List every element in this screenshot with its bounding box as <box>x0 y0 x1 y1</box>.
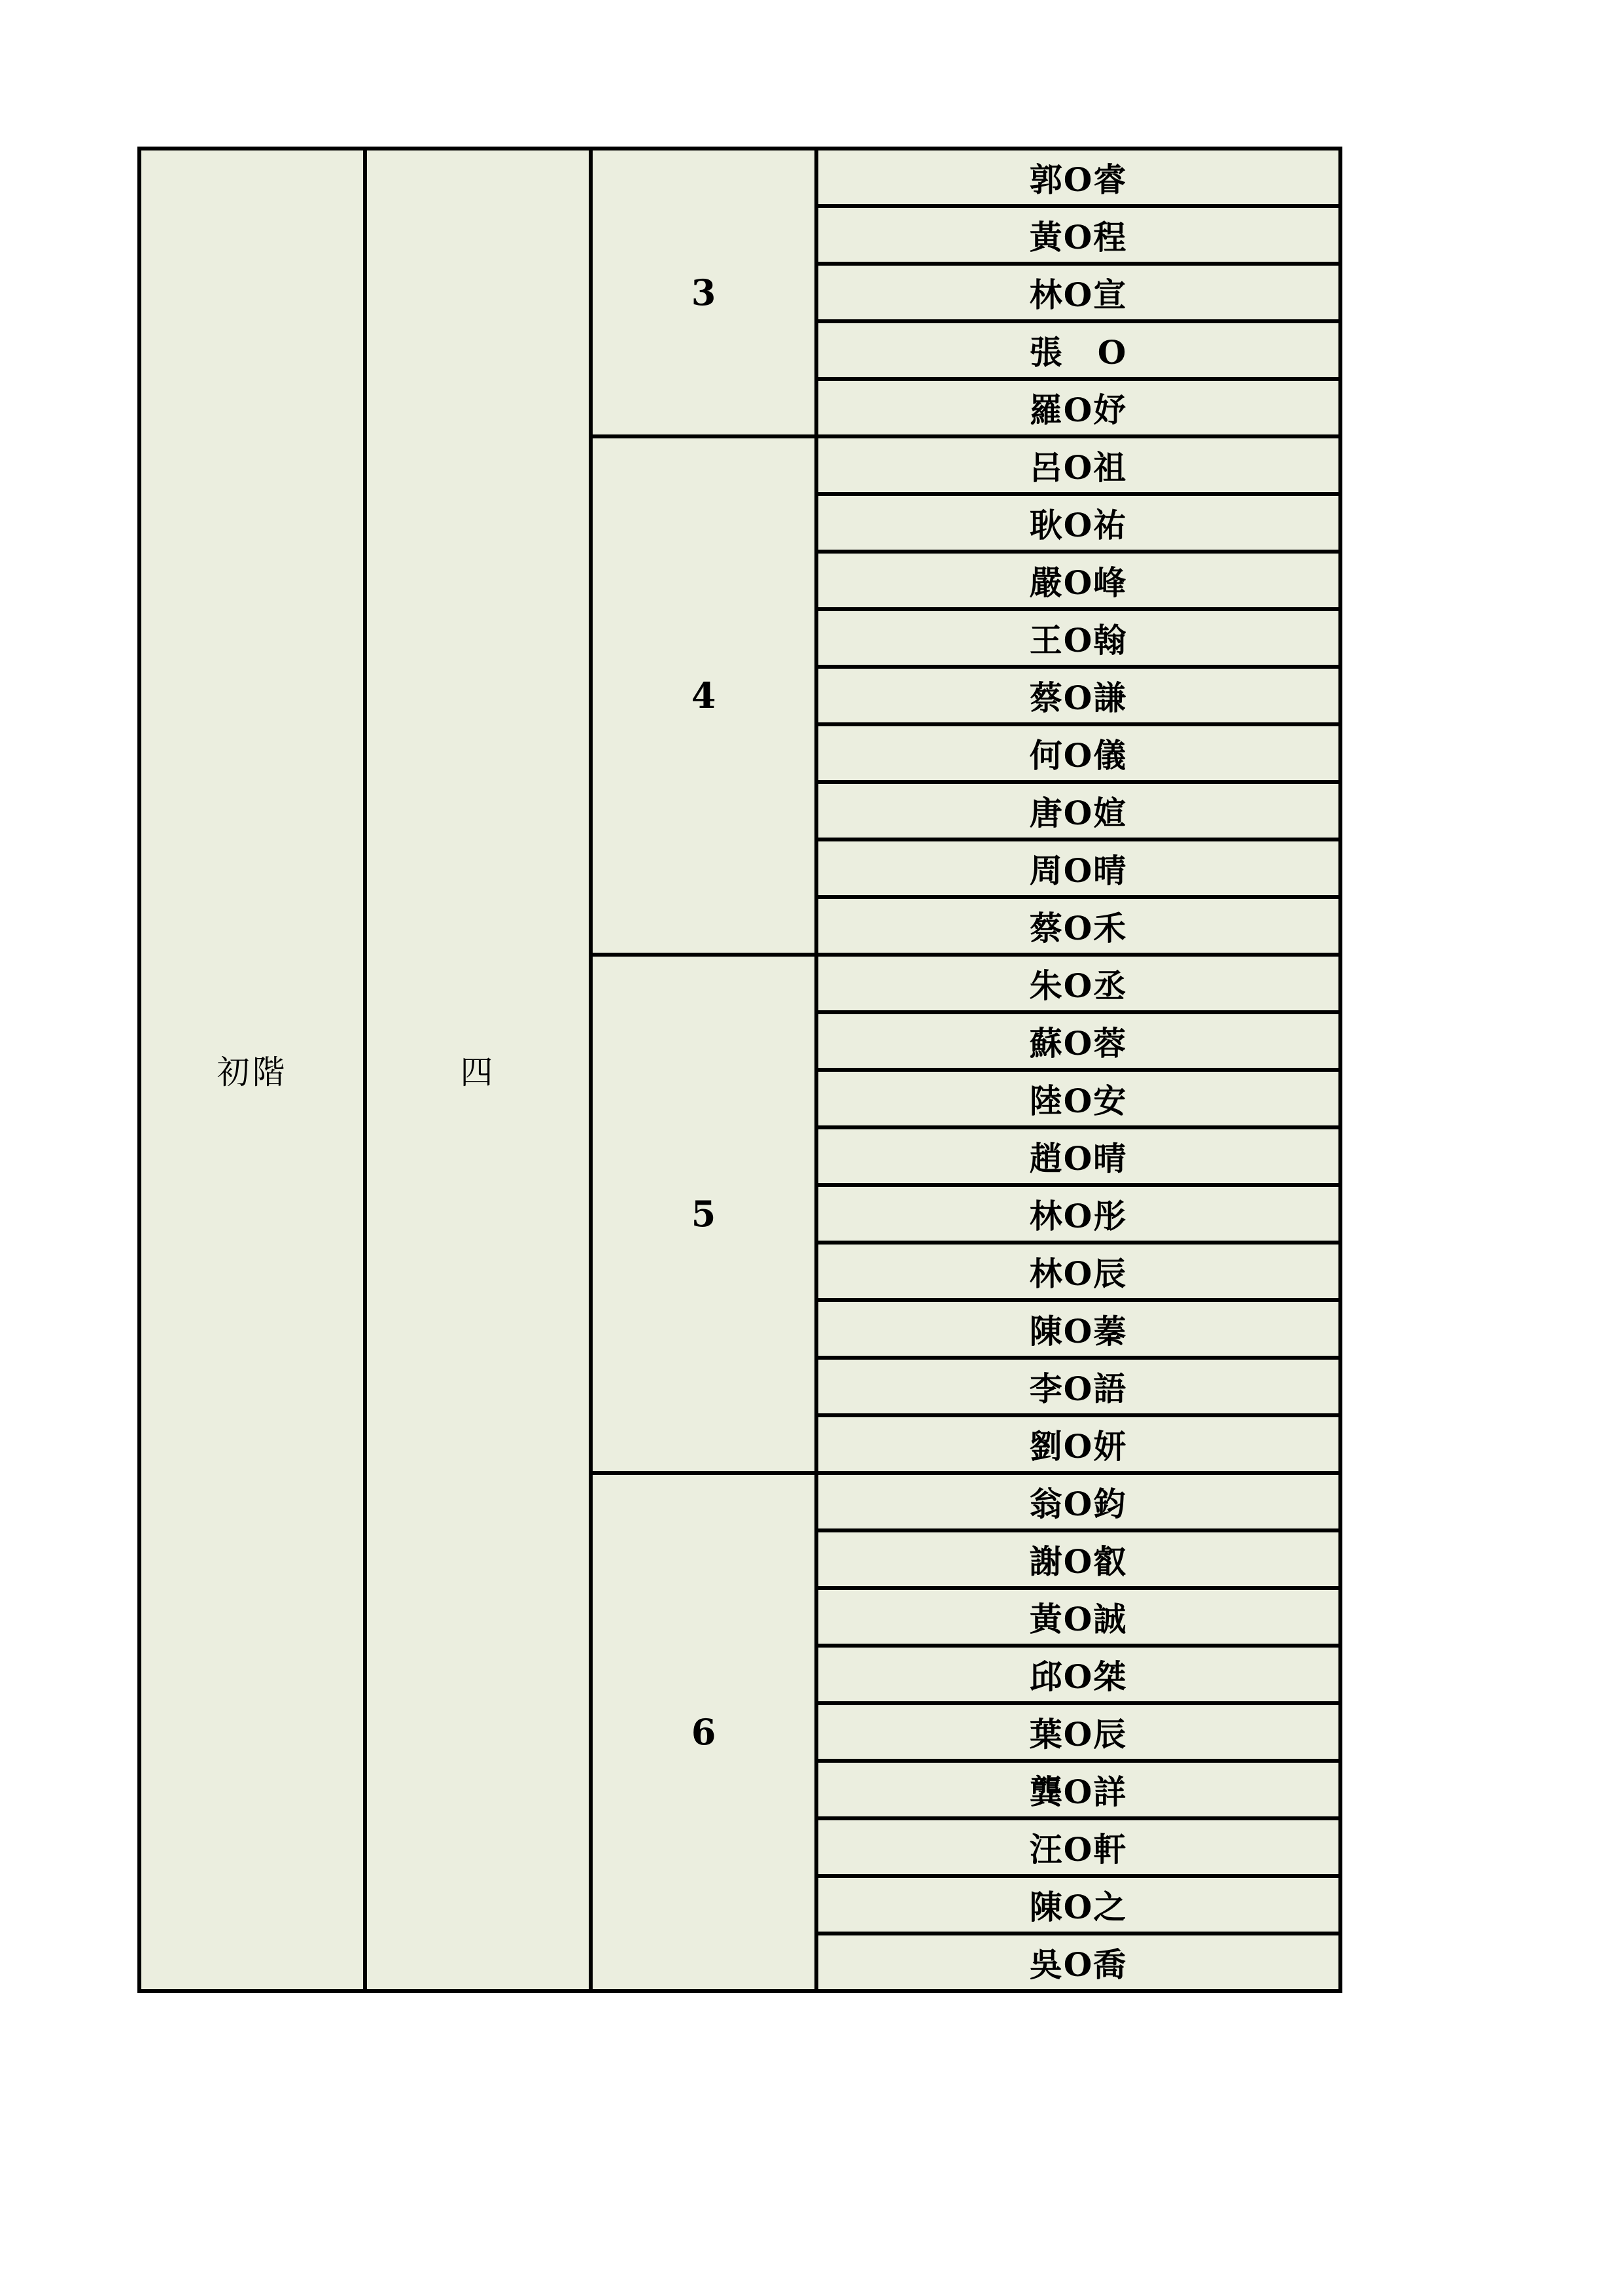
student-name-cell: 陸O安 <box>816 1070 1340 1127</box>
student-name-cell: 蔡O禾 <box>816 897 1340 955</box>
student-name-cell: 唐O媗 <box>816 782 1340 839</box>
student-name-cell: 林O彤 <box>816 1185 1340 1243</box>
student-name-cell: 郭O睿 <box>816 149 1340 206</box>
student-name-cell: 汪O軒 <box>816 1818 1340 1876</box>
student-name-cell: 翁O鈞 <box>816 1473 1340 1530</box>
table-row <box>139 149 1340 206</box>
level-cell: 初階 <box>139 149 365 1991</box>
student-name-cell: 劉O妍 <box>816 1415 1340 1473</box>
student-name-cell: 謝O叡 <box>816 1530 1340 1588</box>
student-name-cell: 耿O祐 <box>816 494 1340 552</box>
class-number-cell: 6 <box>591 1473 816 1991</box>
roster-body <box>139 149 1340 1991</box>
student-name-cell: 黃O誠 <box>816 1588 1340 1646</box>
student-name-cell: 呂O祖 <box>816 436 1340 494</box>
student-name-cell: 龔O詳 <box>816 1761 1340 1818</box>
student-name-cell: 吳O喬 <box>816 1934 1340 1991</box>
student-name-cell: 周O晴 <box>816 839 1340 897</box>
student-name-cell: 林O宣 <box>816 264 1340 321</box>
student-name-cell: 嚴O峰 <box>816 552 1340 609</box>
student-name-cell: 林O辰 <box>816 1243 1340 1300</box>
student-name-cell: 陳O之 <box>816 1876 1340 1934</box>
student-name-cell: 葉O辰 <box>816 1703 1340 1761</box>
student-name-cell: 李O語 <box>816 1358 1340 1415</box>
student-name-cell: 黃O程 <box>816 206 1340 264</box>
student-name-cell: 羅O妤 <box>816 379 1340 436</box>
student-name-cell: 王O翰 <box>816 609 1340 667</box>
student-name-cell: 張 O <box>816 321 1340 379</box>
student-roster-table <box>137 147 1342 1993</box>
student-name-cell: 朱O丞 <box>816 955 1340 1012</box>
class-number-cell: 4 <box>591 436 816 955</box>
student-name-cell: 陳O蓁 <box>816 1300 1340 1358</box>
class-number-cell: 5 <box>591 955 816 1473</box>
student-name-cell: 蘇O蓉 <box>816 1012 1340 1070</box>
student-name-cell: 邱O桀 <box>816 1646 1340 1703</box>
student-name-cell: 何O儀 <box>816 724 1340 782</box>
student-name-cell: 趙O晴 <box>816 1127 1340 1185</box>
student-name-cell: 蔡O謙 <box>816 667 1340 724</box>
class-number-cell: 3 <box>591 149 816 436</box>
grade-cell: 四 <box>365 149 591 1991</box>
